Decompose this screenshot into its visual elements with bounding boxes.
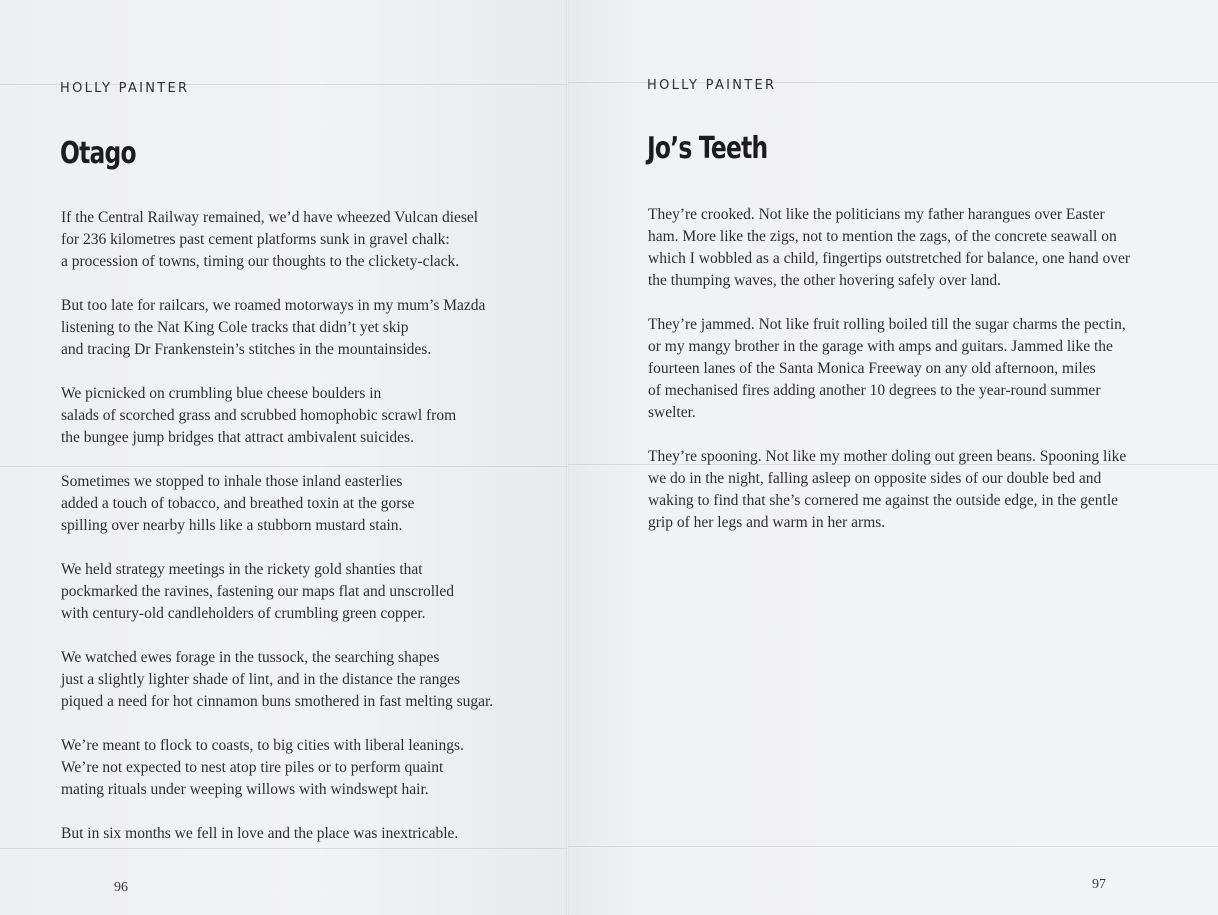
running-header-author: HOLLY PAINTER — [60, 81, 190, 96]
prose-line: grip of her legs and warm in her arms. — [648, 514, 886, 531]
prose-line: fourteen lanes of the Santa Monica Freeway on any old afternoon, miles — [648, 360, 1096, 377]
paragraph — [648, 446, 1130, 534]
fold-line — [568, 846, 1218, 847]
poem-line: with century-old candleholders of crumbling green copper. — [61, 605, 426, 622]
poem-line: listening to the Nat King Cole tracks that didn’t yet skip — [61, 319, 409, 336]
stanza — [61, 559, 493, 625]
poem-line: But too late for railcars, we roamed motorways in my mum’s Mazda — [61, 297, 486, 314]
prose-line: ham. More like the zigs, not to mention the zags, of the concrete seawall on — [648, 228, 1117, 245]
poem-line: We’re not expected to nest atop tire piles or to perform quaint — [61, 759, 444, 776]
poem-line: the bungee jump bridges that attract ambivalent suicides. — [61, 429, 414, 446]
page-number: 97 — [1092, 877, 1106, 892]
prose-line: of mechanised fires adding another 10 degrees to the year-round summer — [648, 382, 1101, 399]
poem-line: for 236 kilometres past cement platforms sunk in gravel chalk: — [61, 231, 450, 248]
poem-title: Otago — [60, 136, 136, 171]
prose-line: They’re jammed. Not like fruit rolling boiled till the sugar charms the pectin, — [648, 316, 1126, 333]
stanza — [61, 295, 493, 361]
poem-line: and tracing Dr Frankenstein’s stitches in the mountainsides. — [61, 341, 432, 358]
poem-line: salads of scorched grass and scrubbed homophobic scrawl from — [61, 407, 457, 424]
prose-line: or my mangy brother in the garage with amps and guitars. Jammed like the — [648, 338, 1113, 355]
poem-line: But in six months we fell in love and the place was inextricable. — [61, 825, 459, 842]
stanza — [61, 471, 493, 537]
poem-line: piqued a need for hot cinnamon buns smothered in fast melting sugar. — [61, 693, 494, 710]
prose-line: waking to find that she’s cornered me against the outside edge, in the gentle — [648, 492, 1119, 509]
prose-line: They’re spooning. Not like my mother doling out green beans. Spooning like — [648, 448, 1127, 465]
poem-line: a procession of towns, timing our thoughts to the clickety-clack. — [61, 253, 460, 270]
prose-line: the thumping waves, the other hovering safely over land. — [648, 272, 1001, 289]
stanza — [61, 647, 493, 713]
running-header-author: HOLLY PAINTER — [647, 78, 777, 93]
stanza — [61, 823, 493, 845]
stanza — [61, 383, 493, 449]
prose-poem-body — [648, 204, 1130, 556]
poem-line: just a slightly lighter shade of lint, and in the distance the ranges — [61, 671, 461, 688]
poem-body — [61, 207, 493, 867]
paragraph — [648, 204, 1130, 292]
poem-line: mating rituals under weeping willows with windswept hair. — [61, 781, 429, 798]
page-number: 96 — [114, 880, 128, 895]
prose-line: which I wobbled as a child, fingertips outstretched for balance, one hand over — [648, 250, 1131, 267]
poem-line: If the Central Railway remained, we’d have wheezed Vulcan diesel — [61, 209, 479, 226]
poem-line: We watched ewes forage in the tussock, the searching shapes — [61, 649, 440, 666]
stanza — [61, 735, 493, 801]
poem-line: We held strategy meetings in the rickety gold shanties that — [61, 561, 423, 578]
poem-line: added a touch of tobacco, and breathed toxin at the gorse — [61, 495, 415, 512]
poem-line: spilling over nearby hills like a stubborn mustard stain. — [61, 517, 403, 534]
paragraph — [648, 314, 1130, 424]
poem-line: We picnicked on crumbling blue cheese boulders in — [61, 385, 382, 402]
right-page — [568, 0, 1218, 915]
poem-line: We’re meant to flock to coasts, to big cities with liberal leanings. — [61, 737, 464, 754]
poem-line: pockmarked the ravines, fastening our maps flat and unscrolled — [61, 583, 454, 600]
book-spine — [566, 0, 569, 915]
prose-poem-title: Jo’s Teeth — [647, 131, 768, 166]
left-page — [0, 0, 568, 915]
prose-line: we do in the night, falling asleep on opposite sides of our double bed and — [648, 470, 1102, 487]
stanza — [61, 207, 493, 273]
prose-line: They’re crooked. Not like the politicians my father harangues over Easter — [648, 206, 1105, 223]
poem-line: Sometimes we stopped to inhale those inland easterlies — [61, 473, 403, 490]
prose-line: swelter. — [648, 404, 696, 421]
